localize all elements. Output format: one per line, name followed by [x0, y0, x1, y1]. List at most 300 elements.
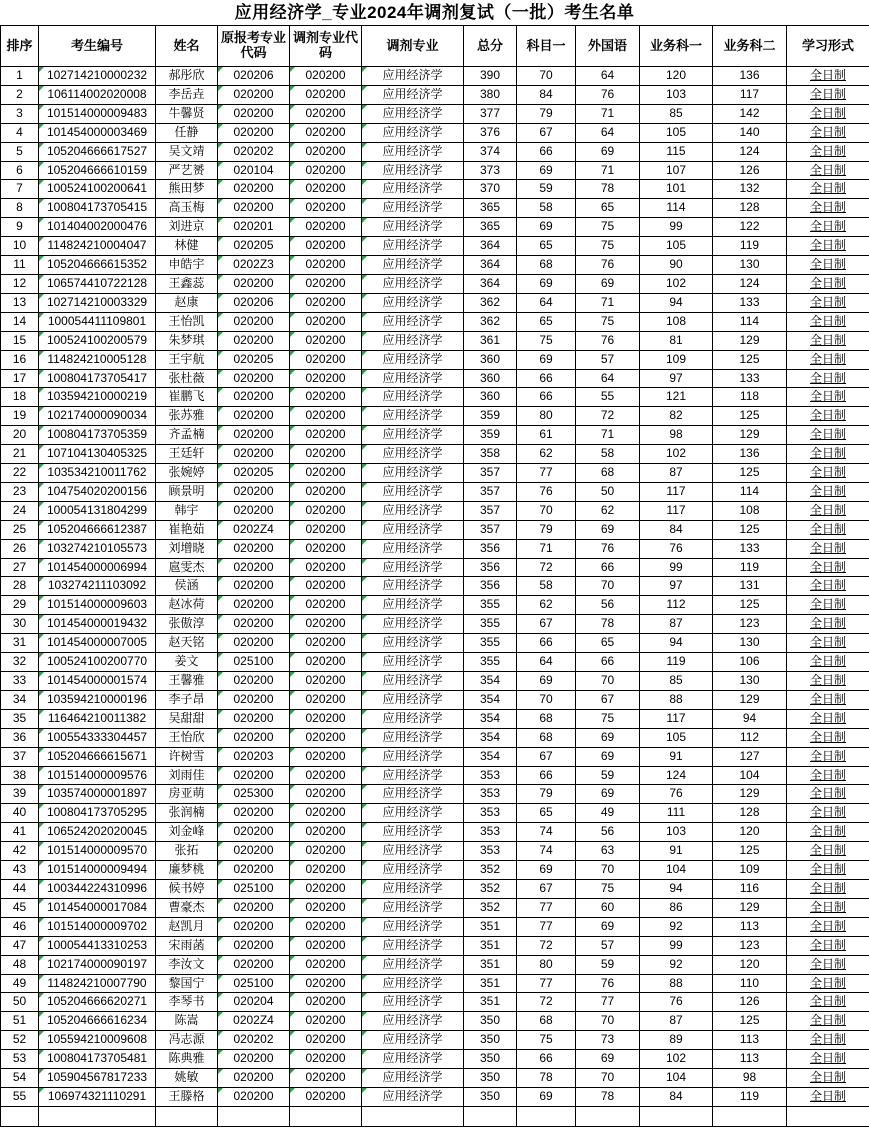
adjust-major-code-cell [290, 464, 362, 483]
green-triangle-icon [290, 634, 295, 639]
adjust-major-code-value: 020200 [305, 1032, 346, 1047]
candidate-no-cell [39, 67, 156, 86]
table-row [1, 218, 869, 237]
adjust-major-code-value: 020200 [305, 332, 346, 347]
adjust-major-code-value: 020200 [305, 578, 346, 593]
green-triangle-icon [362, 275, 367, 280]
study-form-value: 全日制 [809, 654, 846, 669]
rank-cell [1, 785, 39, 804]
study-form-cell [787, 955, 869, 974]
green-triangle-icon [218, 256, 223, 261]
foreign-language-value: 71 [600, 162, 615, 177]
name-cell [156, 482, 218, 501]
business-1-cell [640, 861, 713, 880]
green-triangle-icon [290, 804, 295, 809]
business-2-value: 104 [739, 767, 760, 782]
foreign-language-value: 68 [600, 465, 615, 480]
rank-cell [1, 917, 39, 936]
candidate-no-value: 106574410722128 [46, 275, 148, 290]
adjust-major-code-value: 020200 [305, 162, 346, 177]
green-triangle-icon [362, 143, 367, 148]
subject-1-value: 70 [539, 691, 553, 706]
green-triangle-icon [218, 1050, 223, 1055]
table-row [1, 653, 869, 672]
name-cell [156, 728, 218, 747]
total-score-cell [464, 104, 517, 123]
orig-major-code-cell [218, 520, 290, 539]
adjust-major-code-cell [290, 218, 362, 237]
candidate-no-cell [39, 180, 156, 199]
adjust-major-cell [362, 445, 464, 464]
rank-cell [1, 615, 39, 634]
green-triangle-icon [362, 124, 367, 129]
business-1-cell [640, 237, 713, 256]
orig-major-code-cell [218, 85, 290, 104]
business-2-value: 125 [739, 597, 760, 612]
adjust-major-value: 应用经济学 [382, 389, 443, 404]
business-1-value: 114 [666, 200, 686, 215]
business-1-value: 92 [669, 918, 683, 933]
name-value: 李汝文 [168, 956, 205, 971]
adjust-major-code-cell [290, 615, 362, 634]
business-1-cell [640, 85, 713, 104]
adjust-major-value: 应用经济学 [382, 937, 443, 952]
study-form-cell [787, 293, 869, 312]
name-cell [156, 653, 218, 672]
rank-value: 10 [12, 238, 27, 253]
green-triangle-icon [290, 275, 295, 280]
business-2-cell [713, 218, 787, 237]
rank-value: 23 [12, 483, 27, 498]
green-triangle-icon [39, 634, 44, 639]
business-2-cell [713, 558, 787, 577]
green-triangle-icon [218, 653, 223, 658]
adjust-major-code-cell [290, 709, 362, 728]
name-value: 姚敏 [174, 1070, 199, 1085]
green-triangle-icon [290, 615, 295, 620]
orig-major-code-cell [218, 653, 290, 672]
adjust-major-value: 应用经济学 [382, 219, 443, 234]
subject-1-value: 77 [539, 465, 553, 480]
orig-major-code-value: 020202 [233, 1032, 274, 1047]
adjust-major-cell [362, 634, 464, 653]
green-triangle-icon [362, 67, 367, 72]
business-2-cell [713, 388, 787, 407]
business-1-value: 101 [665, 181, 687, 196]
rank-value: 7 [16, 181, 23, 196]
total-score-value: 353 [479, 767, 501, 782]
adjust-major-cell [362, 539, 464, 558]
adjust-major-cell [362, 974, 464, 993]
adjust-major-code-value: 020200 [305, 389, 346, 404]
study-form-value: 全日制 [809, 502, 846, 517]
subject-1-cell [517, 955, 576, 974]
candidate-no-value: 101454000003469 [46, 124, 148, 139]
name-value: 张婉婷 [168, 465, 205, 480]
table-row [1, 237, 869, 256]
total-score-cell [464, 464, 517, 483]
name-value: 李岳垚 [168, 86, 205, 101]
rank-value: 20 [12, 427, 27, 442]
foreign-language-cell [576, 161, 640, 180]
total-score-cell [464, 85, 517, 104]
study-form-cell [787, 482, 869, 501]
total-score-value: 351 [479, 937, 501, 952]
foreign-language-value: 64 [600, 68, 615, 82]
green-triangle-icon [218, 1088, 223, 1093]
subject-1-value: 67 [539, 880, 553, 895]
subject-1-value: 74 [539, 843, 553, 858]
study-form-value: 全日制 [809, 408, 846, 423]
foreign-language-value: 67 [600, 691, 615, 706]
table-row [1, 85, 869, 104]
total-score-value: 365 [479, 200, 501, 215]
orig-major-code-value: 020200 [233, 408, 274, 423]
study-form-cell [787, 520, 869, 539]
business-2-cell [713, 842, 787, 861]
subject-1-cell [517, 350, 576, 369]
foreign-language-cell [576, 388, 640, 407]
green-triangle-icon [39, 218, 44, 223]
business-2-cell [713, 1087, 787, 1106]
business-1-value: 94 [669, 294, 683, 309]
adjust-major-value: 应用经济学 [382, 559, 443, 574]
candidate-no-cell [39, 955, 156, 974]
green-triangle-icon [290, 143, 295, 148]
name-cell [156, 407, 218, 426]
study-form-value: 全日制 [809, 483, 846, 498]
business-2-value: 142 [739, 105, 760, 120]
name-value: 许树雪 [168, 748, 205, 763]
adjust-major-cell [362, 672, 464, 691]
subject-1-value: 59 [539, 181, 553, 196]
adjust-major-code-cell [290, 690, 362, 709]
orig-major-code-value: 020200 [233, 200, 274, 215]
total-score-cell [464, 709, 517, 728]
adjust-major-value: 应用经济学 [382, 710, 443, 725]
total-score-cell [464, 445, 517, 464]
green-triangle-icon [218, 521, 223, 526]
study-form-value: 全日制 [809, 994, 846, 1009]
name-value: 申皓宇 [168, 257, 205, 272]
rank-value: 19 [12, 408, 27, 423]
candidate-no-value: 101454000001574 [46, 673, 148, 687]
subject-1-cell [517, 388, 576, 407]
subject-1-cell [517, 445, 576, 464]
subject-1-cell [517, 407, 576, 426]
business-2-value: 113 [739, 1051, 760, 1066]
green-triangle-icon [290, 483, 295, 488]
orig-major-code-value: 020200 [233, 635, 274, 650]
green-triangle-icon [218, 785, 223, 790]
subject-1-value: 79 [539, 105, 553, 120]
green-triangle-icon [218, 502, 223, 507]
adjust-major-cell [362, 312, 464, 331]
name-cell [156, 199, 218, 218]
green-triangle-icon [290, 464, 295, 469]
rank-cell [1, 672, 39, 691]
foreign-language-cell [576, 142, 640, 161]
business-1-cell [640, 180, 713, 199]
business-2-cell [713, 728, 787, 747]
adjust-major-value: 应用经济学 [382, 729, 443, 744]
rank-value: 49 [12, 975, 27, 990]
table-row [1, 199, 869, 218]
candidate-no-cell [39, 85, 156, 104]
study-form-cell [787, 180, 869, 199]
adjust-major-code-cell [290, 1087, 362, 1106]
adjust-major-cell [362, 464, 464, 483]
orig-major-code-value: 020200 [233, 105, 274, 120]
foreign-language-value: 78 [600, 616, 615, 631]
name-cell [156, 142, 218, 161]
total-score-cell [464, 842, 517, 861]
business-2-value: 129 [739, 691, 760, 706]
table-row [1, 104, 869, 123]
rank-cell [1, 1050, 39, 1069]
green-triangle-icon [218, 767, 223, 772]
adjust-major-value: 应用经济学 [382, 540, 443, 555]
foreign-language-value: 69 [600, 275, 615, 290]
study-form-cell [787, 861, 869, 880]
table-row [1, 842, 869, 861]
rank-cell [1, 728, 39, 747]
adjust-major-code-value: 020200 [305, 502, 346, 517]
foreign-language-value: 76 [600, 86, 615, 101]
col-header-name: 姓名 [156, 26, 218, 67]
rank-value: 31 [12, 635, 27, 650]
study-form-cell [787, 653, 869, 672]
orig-major-code-value: 020202 [233, 143, 274, 158]
orig-major-code-value: 020205 [233, 465, 274, 480]
candidate-no-value: 100054131804299 [46, 502, 148, 517]
business-1-value: 87 [669, 1013, 683, 1028]
rank-cell [1, 936, 39, 955]
candidate-no-cell [39, 577, 156, 596]
green-triangle-icon [290, 729, 295, 734]
green-triangle-icon [39, 180, 44, 185]
adjust-major-code-value: 020200 [305, 408, 346, 423]
adjust-major-value: 应用经济学 [382, 275, 443, 290]
foreign-language-value: 75 [600, 710, 615, 725]
name-value: 王馨雅 [168, 673, 205, 687]
name-cell [156, 520, 218, 539]
name-cell [156, 1031, 218, 1050]
name-value: 冯志源 [168, 1032, 205, 1047]
foreign-language-value: 70 [600, 1070, 615, 1085]
candidate-no-value: 102174000090197 [46, 956, 148, 971]
adjust-major-code-value: 020200 [305, 956, 346, 971]
name-value: 朱梦琪 [168, 332, 205, 347]
business-2-value: 126 [739, 162, 760, 177]
business-1-cell [640, 67, 713, 86]
study-form-value: 全日制 [809, 313, 846, 328]
total-score-cell [464, 615, 517, 634]
adjust-major-code-cell [290, 558, 362, 577]
green-triangle-icon [362, 332, 367, 337]
rank-cell [1, 104, 39, 123]
rank-value: 22 [12, 465, 27, 480]
business-1-value: 105 [665, 729, 687, 744]
subject-1-value: 61 [539, 427, 553, 442]
business-1-value: 103 [665, 824, 687, 839]
orig-major-code-value: 020200 [233, 956, 274, 971]
business-1-cell [640, 823, 713, 842]
name-cell [156, 1069, 218, 1088]
total-score-value: 380 [479, 86, 501, 101]
subject-1-cell [517, 482, 576, 501]
study-form-cell [787, 388, 869, 407]
rank-value: 39 [12, 786, 27, 801]
green-triangle-icon [218, 124, 223, 129]
study-form-cell [787, 993, 869, 1012]
rank-value: 25 [12, 521, 27, 536]
business-1-value: 102 [665, 446, 687, 461]
business-2-cell [713, 331, 787, 350]
rank-cell [1, 1012, 39, 1031]
candidate-no-cell [39, 596, 156, 615]
name-cell [156, 709, 218, 728]
study-form-value: 全日制 [809, 86, 846, 101]
orig-major-code-cell [218, 785, 290, 804]
green-triangle-icon [39, 899, 44, 904]
study-form-cell [787, 709, 869, 728]
name-value: 张苏雅 [168, 408, 205, 423]
study-form-value: 全日制 [809, 616, 846, 631]
total-score-value: 360 [479, 370, 501, 385]
study-form-cell [787, 312, 869, 331]
business-1-value: 76 [669, 540, 683, 555]
candidate-no-value: 100054413310253 [46, 937, 148, 952]
business-1-cell [640, 917, 713, 936]
table-row [1, 482, 869, 501]
rank-cell [1, 861, 39, 880]
subject-1-value: 67 [539, 748, 553, 763]
table-row [1, 917, 869, 936]
foreign-language-cell [576, 218, 640, 237]
business-2-value: 119 [739, 238, 760, 253]
business-1-value: 91 [669, 843, 683, 858]
name-value: 赵冰荷 [168, 597, 205, 612]
name-cell [156, 369, 218, 388]
candidate-no-value: 106974321110291 [47, 1088, 147, 1103]
subject-1-cell [517, 180, 576, 199]
total-score-value: 365 [479, 219, 501, 234]
orig-major-code-cell [218, 747, 290, 766]
candidate-no-value: 103534210011762 [47, 465, 147, 480]
total-score-cell [464, 350, 517, 369]
green-triangle-icon [290, 672, 295, 677]
subject-1-value: 80 [539, 956, 553, 971]
name-value: 王鑫蕊 [168, 275, 205, 290]
orig-major-code-cell [218, 917, 290, 936]
business-2-value: 109 [739, 862, 760, 877]
orig-major-code-cell [218, 634, 290, 653]
green-triangle-icon [290, 162, 295, 167]
candidate-no-value: 114824210007790 [47, 975, 147, 990]
business-1-value: 87 [669, 465, 683, 480]
rank-value: 48 [12, 956, 27, 971]
business-2-cell [713, 445, 787, 464]
rank-cell [1, 520, 39, 539]
business-1-value: 105 [665, 124, 687, 139]
rank-cell [1, 256, 39, 275]
total-score-value: 359 [479, 427, 501, 442]
business-1-value: 97 [669, 578, 683, 593]
table-row [1, 634, 869, 653]
subject-1-value: 65 [539, 313, 553, 328]
business-2-cell [713, 539, 787, 558]
table-row [1, 1050, 869, 1069]
adjust-major-value: 应用经济学 [382, 200, 443, 215]
rank-cell [1, 804, 39, 823]
adjust-major-value: 应用经济学 [382, 786, 443, 801]
subject-1-value: 65 [539, 805, 553, 820]
study-form-cell [787, 85, 869, 104]
business-2-value: 114 [739, 313, 760, 328]
table-row [1, 766, 869, 785]
business-2-value: 136 [739, 68, 760, 82]
orig-major-code-cell [218, 482, 290, 501]
business-1-cell [640, 690, 713, 709]
orig-major-code-value: 020200 [233, 1051, 274, 1066]
green-triangle-icon [362, 218, 367, 223]
green-triangle-icon [362, 294, 367, 299]
orig-major-code-value: 020206 [233, 294, 274, 309]
table-row [1, 672, 869, 691]
orig-major-code-value: 020200 [233, 332, 274, 347]
foreign-language-value: 58 [600, 446, 615, 461]
business-2-cell [713, 709, 787, 728]
orig-major-code-cell [218, 804, 290, 823]
adjust-major-value: 应用经济学 [382, 1051, 443, 1066]
business-2-cell [713, 634, 787, 653]
table-row [1, 501, 869, 520]
adjust-major-code-value: 020200 [305, 238, 346, 253]
rank-cell [1, 842, 39, 861]
subject-1-cell [517, 861, 576, 880]
name-value: 廉梦桃 [168, 862, 205, 877]
candidate-no-value: 101514000009494 [46, 862, 148, 877]
business-2-cell [713, 501, 787, 520]
study-form-value: 全日制 [809, 332, 846, 347]
foreign-language-cell [576, 237, 640, 256]
table-row [1, 1031, 869, 1050]
foreign-language-value: 70 [600, 1013, 615, 1028]
business-1-cell [640, 501, 713, 520]
total-score-value: 354 [479, 748, 501, 763]
subject-1-value: 84 [539, 86, 553, 101]
orig-major-code-value: 020200 [233, 578, 274, 593]
green-triangle-icon [218, 237, 223, 242]
adjust-major-code-cell [290, 842, 362, 861]
adjust-major-cell [362, 690, 464, 709]
study-form-value: 全日制 [809, 843, 846, 858]
green-triangle-icon [290, 180, 295, 185]
study-form-cell [787, 974, 869, 993]
orig-major-code-cell [218, 464, 290, 483]
candidate-no-cell [39, 482, 156, 501]
foreign-language-cell [576, 331, 640, 350]
rank-value: 55 [12, 1088, 27, 1103]
business-1-value: 97 [669, 370, 683, 385]
adjust-major-value: 应用经济学 [382, 181, 443, 196]
green-triangle-icon [39, 521, 44, 526]
adjust-major-code-cell [290, 520, 362, 539]
subject-1-value: 69 [539, 219, 553, 234]
rank-value: 29 [12, 597, 27, 612]
green-triangle-icon [290, 559, 295, 564]
